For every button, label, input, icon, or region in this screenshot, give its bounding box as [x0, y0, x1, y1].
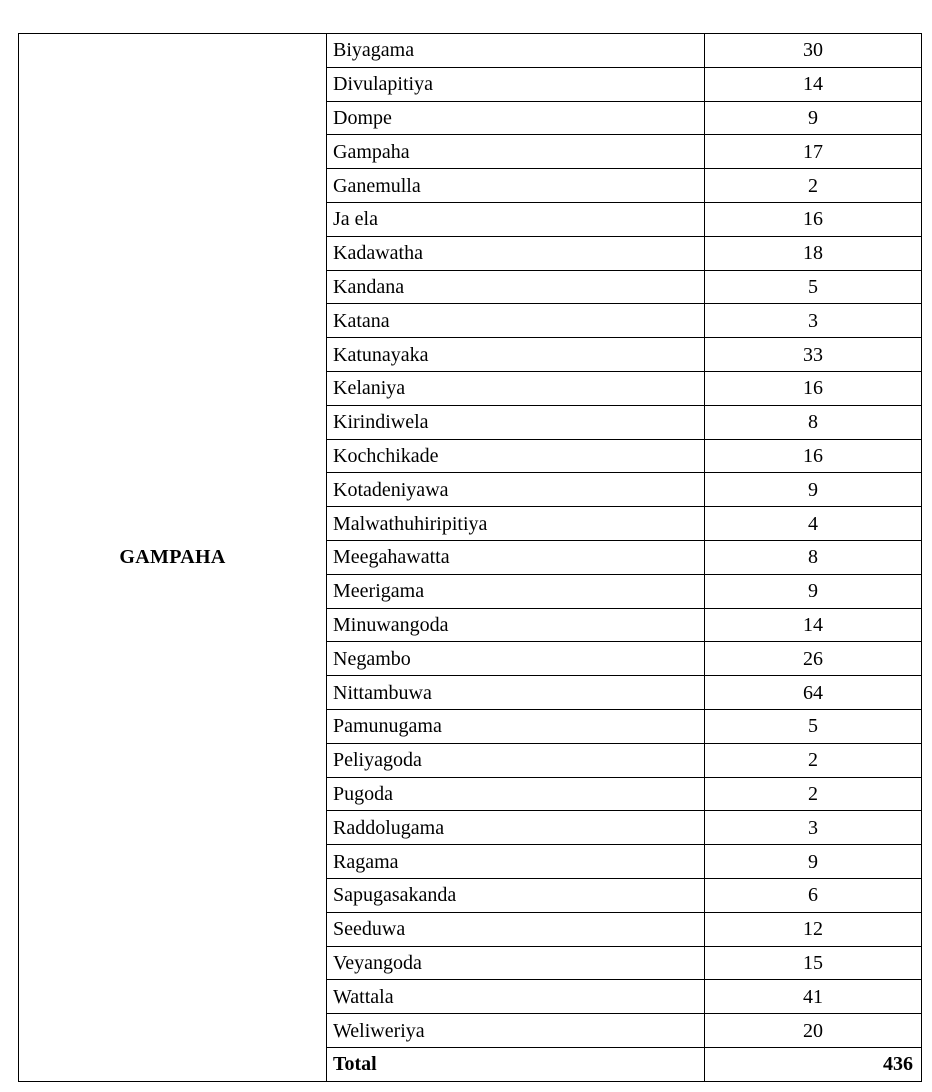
area-count-cell: 9: [705, 845, 922, 879]
area-name-cell: Ganemulla: [327, 169, 705, 203]
district-table-container: [18, 33, 921, 1082]
area-count-cell: 3: [705, 304, 922, 338]
area-name-cell: Peliyagoda: [327, 743, 705, 777]
area-count-cell: 20: [705, 1014, 922, 1048]
area-count-cell: 41: [705, 980, 922, 1014]
total-value-cell: 436: [705, 1047, 922, 1081]
area-count-cell: 8: [705, 540, 922, 574]
area-count-cell: 26: [705, 642, 922, 676]
area-name-cell: Biyagama: [327, 34, 705, 68]
table-body: [19, 34, 922, 1082]
area-name-cell: Kandana: [327, 270, 705, 304]
area-count-cell: 14: [705, 67, 922, 101]
area-name-cell: Wattala: [327, 980, 705, 1014]
area-count-cell: 8: [705, 405, 922, 439]
area-name-cell: Veyangoda: [327, 946, 705, 980]
area-name-cell: Sapugasakanda: [327, 878, 705, 912]
area-count-cell: 5: [705, 709, 922, 743]
area-count-cell: 6: [705, 878, 922, 912]
area-count-cell: 4: [705, 507, 922, 541]
area-count-cell: 2: [705, 169, 922, 203]
area-name-cell: Kadawatha: [327, 236, 705, 270]
area-count-cell: 30: [705, 34, 922, 68]
area-name-cell: Katunayaka: [327, 338, 705, 372]
area-count-cell: 64: [705, 676, 922, 710]
area-count-cell: 2: [705, 743, 922, 777]
area-name-cell: Weliweriya: [327, 1014, 705, 1048]
area-name-cell: Katana: [327, 304, 705, 338]
area-name-cell: Kotadeniyawa: [327, 473, 705, 507]
area-count-cell: 15: [705, 946, 922, 980]
area-count-cell: 17: [705, 135, 922, 169]
area-count-cell: 16: [705, 439, 922, 473]
area-name-cell: Seeduwa: [327, 912, 705, 946]
district-name-cell: GAMPAHA: [19, 34, 327, 1082]
area-count-cell: 18: [705, 236, 922, 270]
area-name-cell: Minuwangoda: [327, 608, 705, 642]
area-count-cell: 9: [705, 101, 922, 135]
area-name-cell: Meerigama: [327, 574, 705, 608]
area-name-cell: Kirindiwela: [327, 405, 705, 439]
area-count-cell: 16: [705, 202, 922, 236]
area-name-cell: Kochchikade: [327, 439, 705, 473]
district-table: [18, 33, 922, 1082]
area-name-cell: Ragama: [327, 845, 705, 879]
area-name-cell: Ja ela: [327, 202, 705, 236]
area-name-cell: Dompe: [327, 101, 705, 135]
area-name-cell: Negambo: [327, 642, 705, 676]
area-name-cell: Kelaniya: [327, 371, 705, 405]
area-name-cell: Nittambuwa: [327, 676, 705, 710]
area-count-cell: 14: [705, 608, 922, 642]
area-count-cell: 3: [705, 811, 922, 845]
area-name-cell: Raddolugama: [327, 811, 705, 845]
area-name-cell: Gampaha: [327, 135, 705, 169]
area-name-cell: Pamunugama: [327, 709, 705, 743]
area-count-cell: 16: [705, 371, 922, 405]
area-count-cell: 2: [705, 777, 922, 811]
area-name-cell: Divulapitiya: [327, 67, 705, 101]
area-count-cell: 9: [705, 473, 922, 507]
area-name-cell: Pugoda: [327, 777, 705, 811]
table-row: [19, 34, 922, 68]
area-count-cell: 9: [705, 574, 922, 608]
area-count-cell: 33: [705, 338, 922, 372]
area-name-cell: Malwathuhiripitiya: [327, 507, 705, 541]
area-count-cell: 12: [705, 912, 922, 946]
total-label-cell: Total: [327, 1047, 705, 1081]
area-name-cell: Meegahawatta: [327, 540, 705, 574]
area-count-cell: 5: [705, 270, 922, 304]
